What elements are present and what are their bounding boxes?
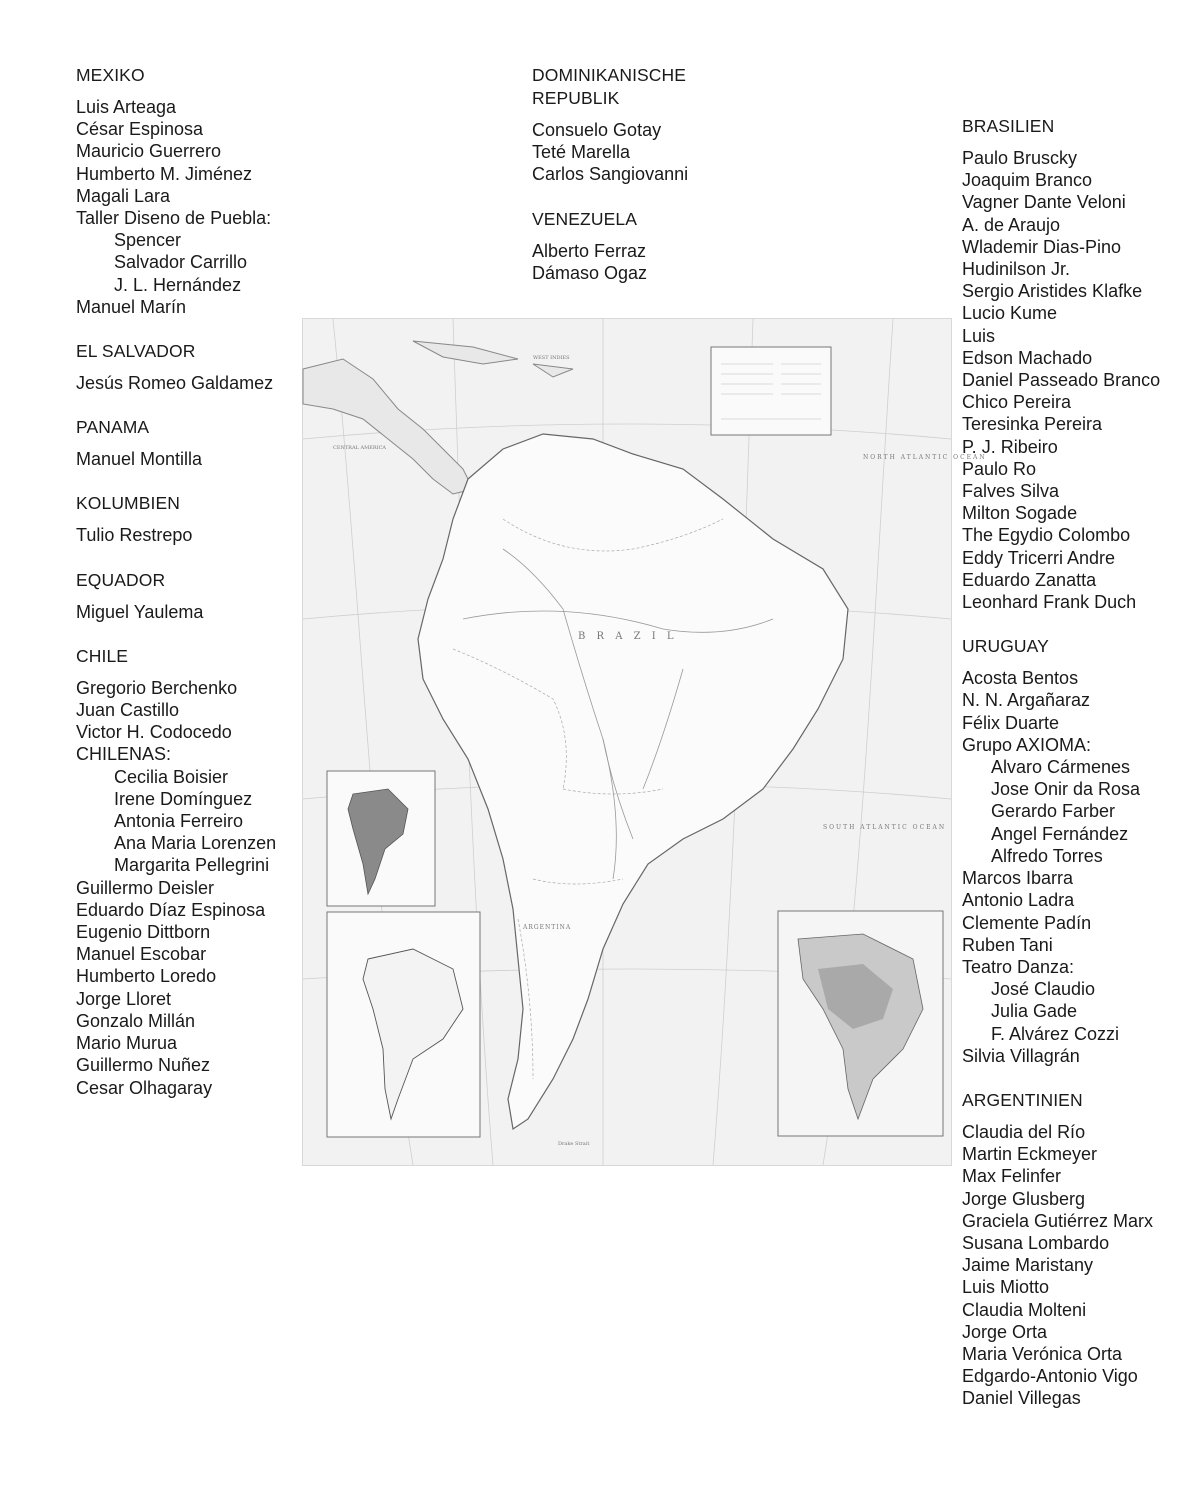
artist-name: Humberto Loredo [76, 966, 217, 987]
map-label-drake: Drake Strait [558, 1141, 590, 1147]
artist-name: Susana Lombardo [962, 1232, 1110, 1253]
artist-name: Jaime Maristany [962, 1255, 1094, 1276]
artist-name: Claudia Molteni [962, 1299, 1087, 1320]
artist-name: Mario Murua [76, 1033, 178, 1054]
artist-name: César Espinosa [76, 119, 204, 140]
country-section [76, 569, 301, 623]
artist-name: Mauricio Guerrero [76, 141, 222, 162]
country-section [962, 1089, 1198, 1410]
artist-name: Chico Pereira [962, 392, 1072, 413]
artist-name: Gregorio Berchenko [76, 677, 238, 698]
artist-name: Spencer [114, 230, 182, 251]
country-heading: ARGENTINIEN [962, 1089, 1083, 1110]
artist-name: Miguel Yaulema [76, 601, 204, 622]
artist-name: Jorge Lloret [76, 988, 172, 1009]
artist-name: Antonia Ferreiro [114, 811, 244, 832]
artist-name: Luis [962, 325, 996, 346]
country-section [962, 115, 1198, 613]
country-heading: DOMINIKANISCHE REPUBLIK [532, 65, 687, 108]
artist-name: Ana Maria Lorenzen [114, 833, 277, 854]
country-heading: EL SALVADOR [76, 341, 196, 362]
artist-name: Guillermo Deisler [76, 877, 215, 898]
country-section [532, 208, 762, 284]
artist-name: Falves Silva [962, 481, 1060, 502]
artist-name: Eugenio Dittborn [76, 922, 211, 943]
right-column [962, 115, 1198, 1410]
artist-name: Cecilia Boisier [114, 766, 229, 787]
map-label-argentina: ARGENTINA [523, 924, 572, 931]
country-heading: EQUADOR [76, 569, 166, 590]
artist-name: Teté Marella [532, 142, 631, 163]
artist-name: Eddy Tricerri Andre [962, 547, 1116, 568]
artist-name: Tulio Restrepo [76, 525, 193, 546]
map-label-south-atlantic: SOUTH ATLANTIC OCEAN [823, 824, 947, 831]
country-section [962, 635, 1198, 1067]
artist-name: Vagner Dante Veloni [962, 192, 1126, 213]
country-heading: MEXIKO [76, 65, 145, 85]
artist-name: Humberto M. Jiménez [76, 163, 253, 184]
artist-name: Teresinka Pereira [962, 414, 1103, 435]
artist-name: Guillermo Nuñez [76, 1055, 211, 1076]
country-section [76, 492, 301, 546]
artist-name: A. de Araujo [962, 214, 1061, 235]
artist-name: Max Felinfer [962, 1166, 1062, 1187]
artist-name: Jorge Glusberg [962, 1188, 1086, 1209]
artist-name: Claudia del Río [962, 1121, 1086, 1142]
artist-name: P. J. Ribeiro [962, 436, 1058, 457]
artist-name: Clemente Padín [962, 912, 1092, 933]
artist-name: Ruben Tani [962, 934, 1053, 955]
artist-name: Irene Domínguez [114, 788, 253, 809]
artist-name: Paulo Ro [962, 458, 1037, 479]
artist-name: Graciela Gutiérrez Marx [962, 1210, 1154, 1231]
artist-name: Martin Eckmeyer [962, 1144, 1098, 1165]
artist-name: Alvaro Cármenes [991, 757, 1131, 778]
artist-name: Eduardo Díaz Espinosa [76, 899, 266, 920]
country-heading: BRASILIEN [962, 116, 1055, 136]
artist-name: Grupo AXIOMA: [962, 734, 1092, 755]
country-section [76, 416, 301, 470]
artist-name: Hudinilson Jr. [962, 259, 1071, 280]
artist-name: Acosta Bentos [962, 668, 1079, 689]
artist-name: Consuelo Gotay [532, 120, 662, 140]
country-section [76, 340, 301, 394]
artist-name: Leonhard Frank Duch [962, 592, 1137, 613]
artist-name: Félix Duarte [962, 712, 1060, 733]
artist-name: Luis Arteaga [76, 97, 177, 117]
artist-name: Alberto Ferraz [532, 240, 647, 261]
artist-name: Angel Fernández [991, 823, 1129, 844]
artist-name: Jose Onir da Rosa [991, 779, 1141, 800]
artist-name: Manuel Escobar [76, 944, 207, 965]
country-section [76, 64, 301, 318]
artist-name: Paulo Bruscky [962, 148, 1078, 168]
country-heading: URUGUAY [962, 636, 1049, 657]
artist-name: Carlos Sangiovanni [532, 164, 689, 185]
artist-name: Manuel Marín [76, 296, 187, 317]
artist-name: Edgardo-Antonio Vigo [962, 1366, 1138, 1387]
artist-name: Margarita Pellegrini [114, 855, 270, 876]
artist-name: Jorge Orta [962, 1321, 1048, 1342]
artist-name: Salvador Carrillo [114, 252, 248, 273]
artist-name: José Claudio [991, 979, 1096, 1000]
artist-name: CHILENAS: [76, 744, 172, 765]
artist-name: Joaquim Branco [962, 170, 1093, 191]
artist-name: Wlademir Dias-Pino [962, 236, 1122, 257]
artist-name: N. N. Argañaraz [962, 690, 1091, 711]
country-section [532, 64, 762, 186]
middle-column [532, 64, 762, 284]
country-heading: CHILE [76, 645, 129, 666]
artist-name: Dámaso Ogaz [532, 262, 648, 283]
artist-name: Sergio Aristides Klafke [962, 281, 1143, 302]
artist-name: Milton Sogade [962, 503, 1078, 524]
artist-name: Daniel Passeado Branco [962, 370, 1161, 391]
country-heading: KOLUMBIEN [76, 493, 180, 514]
artist-name: Gerardo Farber [991, 801, 1116, 822]
artist-name: Silvia Villagrán [962, 1045, 1080, 1066]
artist-name: Antonio Ladra [962, 890, 1075, 911]
artist-name: Edson Machado [962, 347, 1093, 368]
artist-name: Luis Miotto [962, 1277, 1050, 1298]
artist-name: Jesús Romeo Galdamez [76, 373, 274, 394]
country-heading: PANAMA [76, 417, 150, 438]
artist-name: Juan Castillo [76, 700, 180, 721]
country-heading: VENEZUELA [532, 208, 637, 229]
artist-name: Maria Verónica Orta [962, 1343, 1123, 1364]
artist-name: Daniel Villegas [962, 1388, 1081, 1409]
map-label-west-indies: WEST INDIES [533, 355, 570, 361]
artist-name: F. Alvárez Cozzi [991, 1023, 1120, 1044]
artist-name: Magali Lara [76, 185, 171, 206]
map-label-central-america: CENTRAL AMERICA [333, 445, 387, 451]
artist-name: Gonzalo Millán [76, 1010, 196, 1031]
artist-name: Teatro Danza: [962, 956, 1075, 977]
artist-name: J. L. Hernández [114, 274, 242, 295]
artist-name: Taller Diseno de Puebla: [76, 208, 272, 229]
artist-name: Manuel Montilla [76, 449, 203, 470]
artist-name: Julia Gade [991, 1001, 1078, 1022]
artist-name: Marcos Ibarra [962, 868, 1074, 889]
country-section [76, 645, 301, 1099]
artist-name: Eduardo Zanatta [962, 569, 1097, 590]
left-column [76, 64, 301, 1099]
map-label-brazil: B R A Z I L [578, 631, 678, 642]
artist-name: Victor H. Codocedo [76, 722, 232, 743]
artist-name: The Egydio Colombo [962, 525, 1131, 546]
artist-name: Alfredo Torres [991, 845, 1103, 866]
artist-name: Lucio Kume [962, 303, 1058, 324]
artist-name: Cesar Olhagaray [76, 1077, 213, 1098]
map-label-north-atlantic: NORTH ATLANTIC OCEAN [863, 454, 987, 461]
